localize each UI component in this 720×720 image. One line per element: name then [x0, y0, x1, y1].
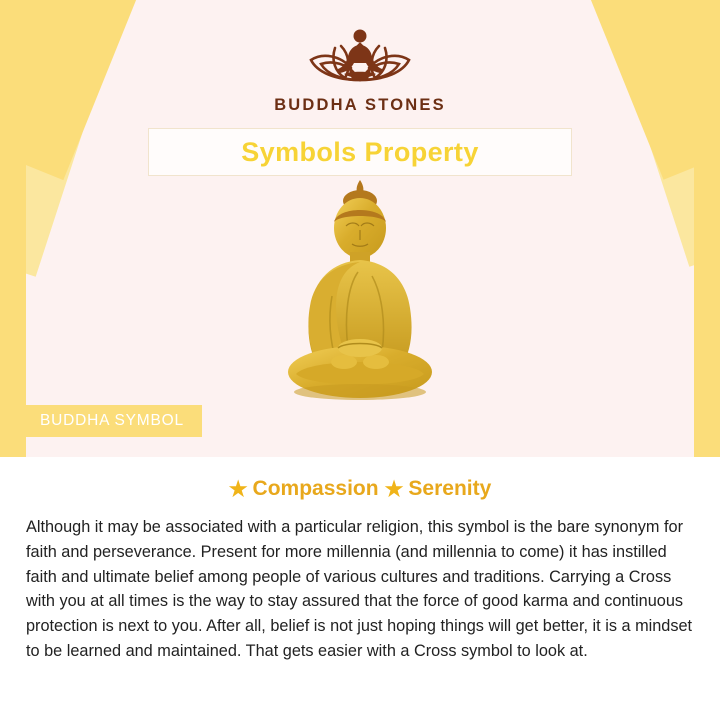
virtue-compassion [229, 477, 379, 501]
star-icon: ★ [228, 477, 248, 501]
virtues-row [26, 477, 694, 501]
page-title: Symbols Property [241, 136, 479, 167]
star-icon: ★ [384, 477, 404, 501]
virtue-compassion-label: Compassion [252, 477, 379, 500]
seated-buddha-illustration [0, 176, 720, 406]
title-banner [148, 128, 572, 176]
symbol-tag [20, 405, 202, 437]
body-paragraph: Although it may be associated with a particular religion, this symbol is the bare synonym for faith and perseverance. Present for more millennia (and millennia to come) it has instilled faith and ultimate belief among people of various cultures and traditions. Carrying a Cross with you at all times is the way to stay assured that the force of good karma and continuous protection is next to you. After all, belief is not just hoping things will get better, it is a mindset to be learned and maintained. That gets easier with a Cross symbol to look at. [26, 518, 693, 660]
virtue-serenity-label: Serenity [408, 477, 492, 500]
body-panel [0, 457, 720, 720]
brand-header [0, 18, 720, 115]
lotus-meditation-icon [275, 18, 445, 90]
virtue-serenity [385, 477, 492, 501]
brand-name: BUDDHA STONES [274, 96, 446, 114]
symbol-tag-label: BUDDHA SYMBOL [40, 412, 184, 429]
